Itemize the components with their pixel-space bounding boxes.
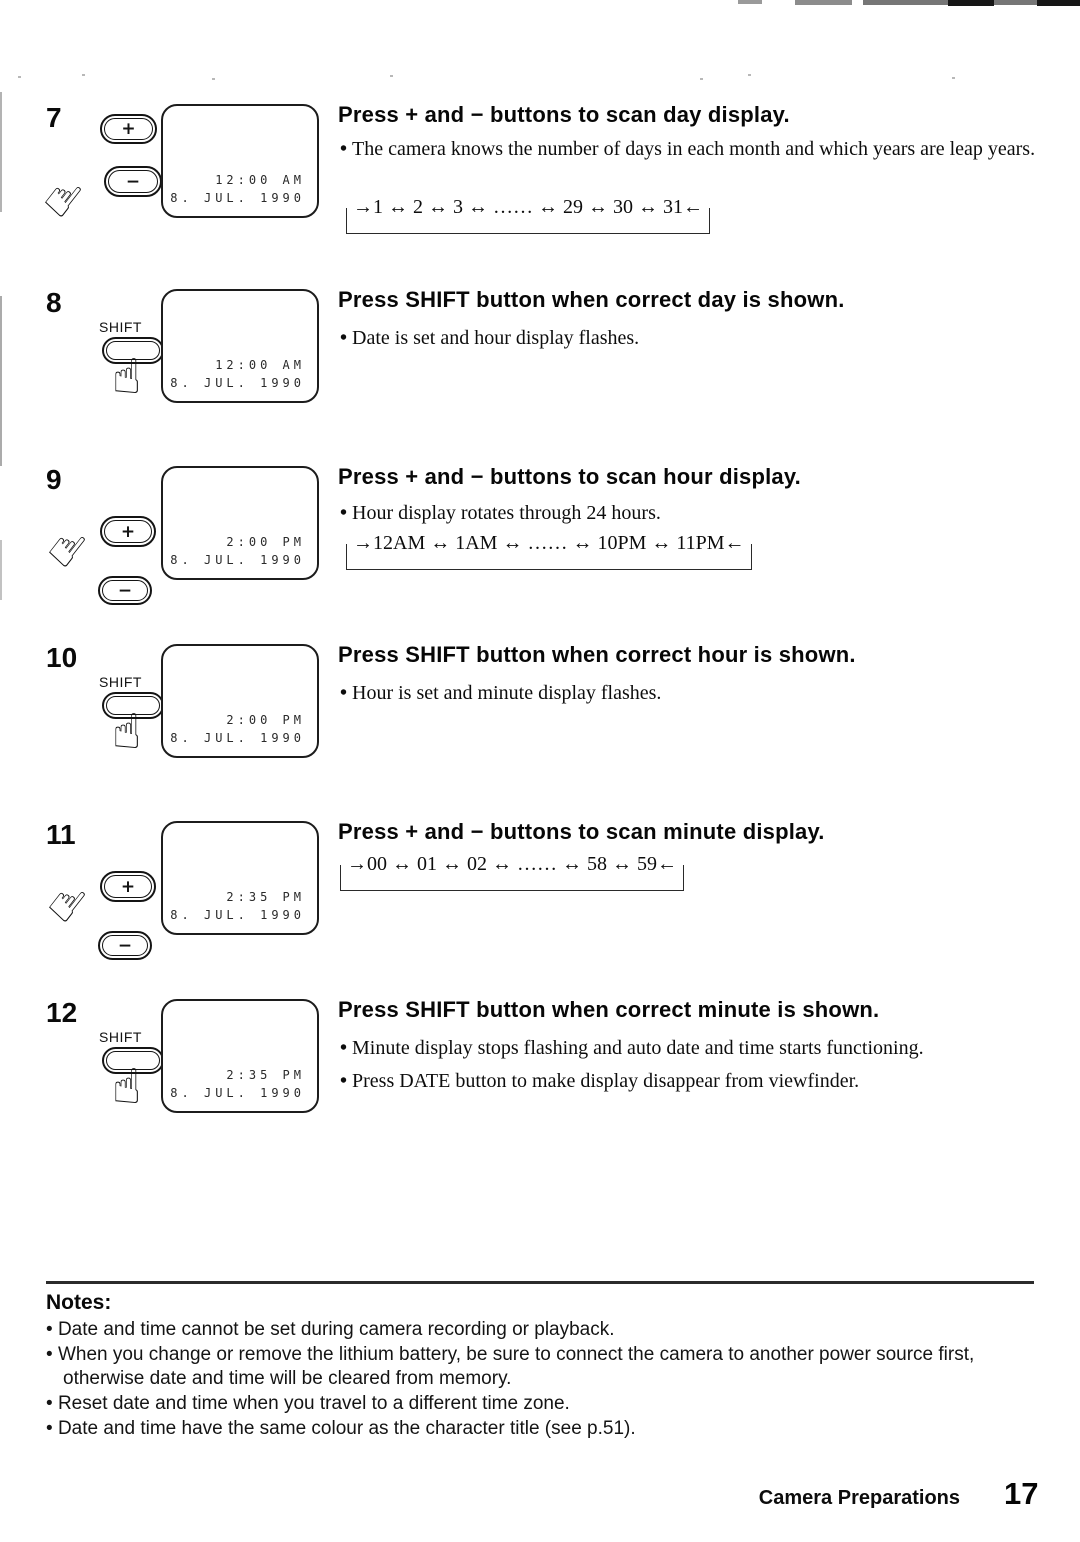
viewfinder-display xyxy=(161,999,319,1113)
step-heading: Press SHIFT button when correct minute is shown. xyxy=(338,997,880,1022)
scan-artifact xyxy=(212,78,215,80)
cycle-text: →00 ↔ 01 ↔ 02 ↔ …… ↔ 58 ↔ 59← xyxy=(347,853,677,875)
pointing-hand-icon: ☝ xyxy=(112,1059,142,1115)
scan-artifact xyxy=(952,77,955,79)
plus-button-label: + xyxy=(121,119,136,139)
minus-button-label: − xyxy=(117,935,133,956)
step-7 xyxy=(0,100,1080,300)
shift-button-label: SHIFT xyxy=(99,674,142,690)
display-text xyxy=(170,533,305,569)
step-bullet: • Press DATE button to make display disappear from viewfinder. xyxy=(340,1066,1040,1096)
scan-artifact xyxy=(390,75,393,77)
step-number: 8 xyxy=(46,287,62,318)
step-bullet: • Hour display rotates through 24 hours. xyxy=(340,500,1040,527)
step-number: 11 xyxy=(46,819,76,850)
display-date: 8. JUL. 1990 xyxy=(170,376,305,390)
step-number: 9 xyxy=(46,464,62,495)
pointing-hand-icon: ☝ xyxy=(112,349,142,405)
step-bullet: • Hour is set and minute display flashes. xyxy=(340,680,1040,707)
scan-artifact xyxy=(82,74,85,76)
cycle-text: →12AM ↔ 1AM ↔ …… ↔ 10PM ↔ 11PM← xyxy=(353,532,745,554)
plus-button-label: + xyxy=(120,876,136,897)
scan-artifact xyxy=(700,78,703,80)
pointing-hand-icon: ☝ xyxy=(37,516,96,580)
display-text xyxy=(170,1066,305,1102)
step-12 xyxy=(0,995,1080,1195)
display-date: 8. JUL. 1990 xyxy=(170,553,305,567)
viewfinder-display xyxy=(161,289,319,403)
minus-button-label: − xyxy=(117,580,133,601)
display-date: 8. JUL. 1990 xyxy=(170,191,305,205)
minus-button-icon xyxy=(98,576,152,605)
plus-button-icon xyxy=(100,871,156,902)
step-number: 12 xyxy=(46,997,78,1028)
shift-button-label: SHIFT xyxy=(99,319,142,335)
note-item: • Reset date and time when you travel to a different time zone. xyxy=(46,1392,996,1416)
display-text xyxy=(170,711,305,747)
footer-section-label: Camera Preparations xyxy=(758,1487,960,1509)
cycle-text: →1 ↔ 2 ↔ 3 ↔ …… ↔ 29 ↔ 30 ↔ 31← xyxy=(353,196,703,218)
display-text xyxy=(170,888,305,924)
step-bullet: • The camera knows the number of days in each month and which years are leap years. xyxy=(340,136,1040,163)
scan-artifact xyxy=(748,74,751,76)
viewfinder-display xyxy=(161,644,319,758)
display-date: 8. JUL. 1990 xyxy=(170,908,305,922)
viewfinder-display xyxy=(161,466,319,580)
display-time: 2:00 PM xyxy=(226,535,305,549)
minus-button-icon xyxy=(98,931,152,960)
scan-artifact xyxy=(795,0,852,5)
step-heading: Press + and − buttons to scan day display. xyxy=(338,102,790,127)
step-9 xyxy=(0,462,1080,662)
scan-artifact xyxy=(18,76,21,78)
display-time: 2:00 PM xyxy=(226,713,305,727)
note-item: • Date and time have the same colour as the character title (see p.51). xyxy=(46,1417,996,1441)
note-item: • Date and time cannot be set during camera recording or playback. xyxy=(46,1318,996,1342)
step-11 xyxy=(0,817,1080,1017)
day-cycle-diagram xyxy=(350,196,706,219)
display-date: 8. JUL. 1990 xyxy=(170,731,305,745)
step-heading: Press + and − buttons to scan hour display. xyxy=(338,464,801,489)
display-time: 12:00 AM xyxy=(215,358,305,372)
pointing-hand-icon: ☝ xyxy=(37,871,96,935)
shift-button-label: SHIFT xyxy=(99,1029,142,1045)
display-time: 2:35 PM xyxy=(226,890,305,904)
viewfinder-display xyxy=(161,104,319,218)
scan-artifact xyxy=(738,0,762,4)
scan-artifact xyxy=(948,0,994,6)
step-number: 10 xyxy=(46,642,78,673)
display-text xyxy=(170,171,305,207)
notes-list xyxy=(46,1318,996,1442)
footer-page-number: 17 xyxy=(1004,1476,1039,1511)
display-time: 2:35 PM xyxy=(226,1068,305,1082)
pointing-hand-icon: ☝ xyxy=(33,166,92,230)
step-10 xyxy=(0,640,1080,840)
display-time: 12:00 AM xyxy=(215,173,305,187)
step-bullet: • Date is set and hour display flashes. xyxy=(340,325,1040,352)
hour-cycle-diagram xyxy=(350,532,748,555)
display-date: 8. JUL. 1990 xyxy=(170,1086,305,1100)
step-heading: Press + and − buttons to scan minute display. xyxy=(338,819,825,844)
step-heading: Press SHIFT button when correct day is shown. xyxy=(338,287,845,312)
scan-artifact xyxy=(1037,0,1080,6)
minute-cycle-diagram xyxy=(344,853,680,876)
note-item: • When you change or remove the lithium battery, be sure to connect the camera to another power source first, otherwise date and time will be cleared from memory. xyxy=(46,1343,996,1391)
plus-button-label: + xyxy=(120,521,136,542)
step-8 xyxy=(0,285,1080,485)
plus-button-icon xyxy=(100,114,157,144)
pointing-hand-icon: ☝ xyxy=(112,704,142,760)
plus-button-icon xyxy=(100,516,156,547)
step-bullet: • Minute display stops flashing and auto date and time starts functioning. xyxy=(340,1033,1040,1063)
notes-divider xyxy=(46,1281,1034,1284)
minus-button-icon xyxy=(104,166,162,197)
display-text xyxy=(170,356,305,392)
minus-button-label: − xyxy=(125,171,141,192)
step-number: 7 xyxy=(46,102,62,133)
notes-title: Notes: xyxy=(46,1291,112,1314)
step-heading: Press SHIFT button when correct hour is shown. xyxy=(338,642,856,667)
viewfinder-display xyxy=(161,821,319,935)
